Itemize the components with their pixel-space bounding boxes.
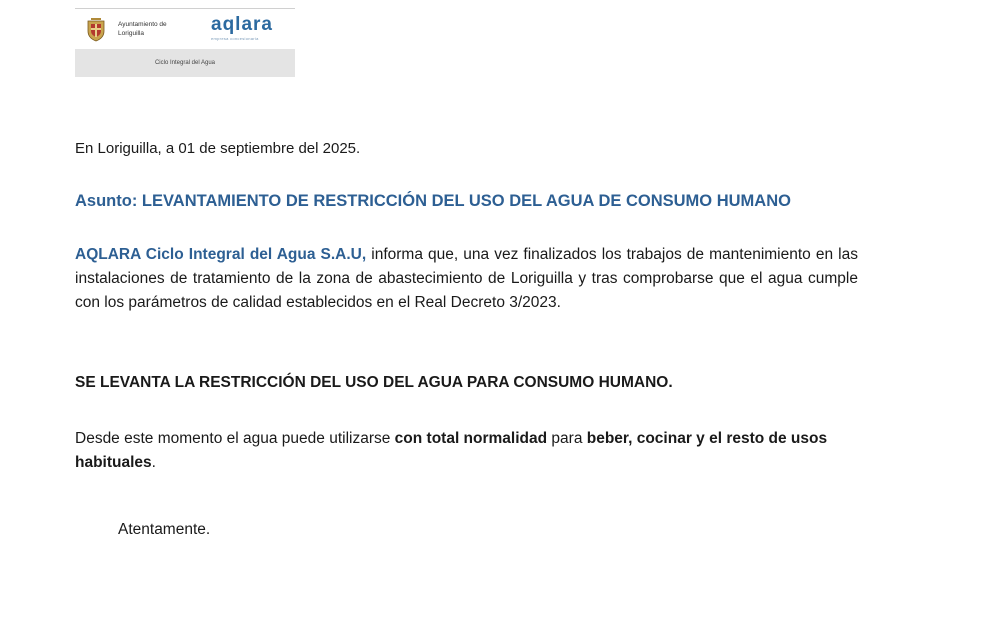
subject-prefix: Asunto: — [75, 192, 138, 210]
restriction-lifted-notice: SE LEVANTA LA RESTRICCIÓN DEL USO DEL AGUA PARA CONSUMO HUMANO. — [75, 374, 673, 391]
paragraph-2-part-1: Desde este momento el agua puede utilizarse — [75, 430, 395, 447]
paragraph-2-bold-2: beber, cocinar y el resto de usos habituales — [75, 430, 828, 471]
brand-subtitle: empresa concesionaria — [211, 36, 259, 41]
letterhead — [75, 8, 295, 77]
company-name: AQLARA Ciclo Integral del Agua S.A.U, — [75, 246, 367, 263]
brand-name: aqlara — [211, 14, 273, 35]
municipality-line-2: Loriguilla — [118, 30, 145, 37]
paragraph-2-part-3: . — [151, 454, 156, 471]
paragraph-2-part-2: para — [547, 430, 587, 447]
subject-line — [75, 191, 875, 211]
body-paragraph-1 — [75, 243, 858, 315]
subject-text: LEVANTAMIENTO DE RESTRICCIÓN DEL USO DEL AGUA DE CONSUMO HUMANO — [137, 192, 791, 210]
letterhead-top — [75, 9, 295, 49]
brand-logo — [211, 14, 291, 41]
paragraph-1-text: informa que, una vez finalizados los trabajos de mantenimiento en las instalaciones de tratamiento de la zona de abastecimiento de Loriguilla y tras comprobarse que el agua cumple con los parámetros de calidad establecidos en el Real Decreto 3/2023. — [75, 246, 858, 311]
closing-line: Atentamente. — [118, 521, 211, 538]
municipality-line-1: Ayuntamiento de — [118, 21, 167, 28]
municipality-name — [118, 20, 167, 38]
municipal-crest-icon — [85, 16, 107, 42]
date-line: En Loriguilla, a 01 de septiembre del 2025. — [75, 140, 361, 157]
paragraph-2-bold-1: con total normalidad — [394, 430, 548, 447]
body-paragraph-2 — [75, 427, 865, 475]
letterhead-band: Ciclo Integral del Agua — [75, 49, 295, 77]
